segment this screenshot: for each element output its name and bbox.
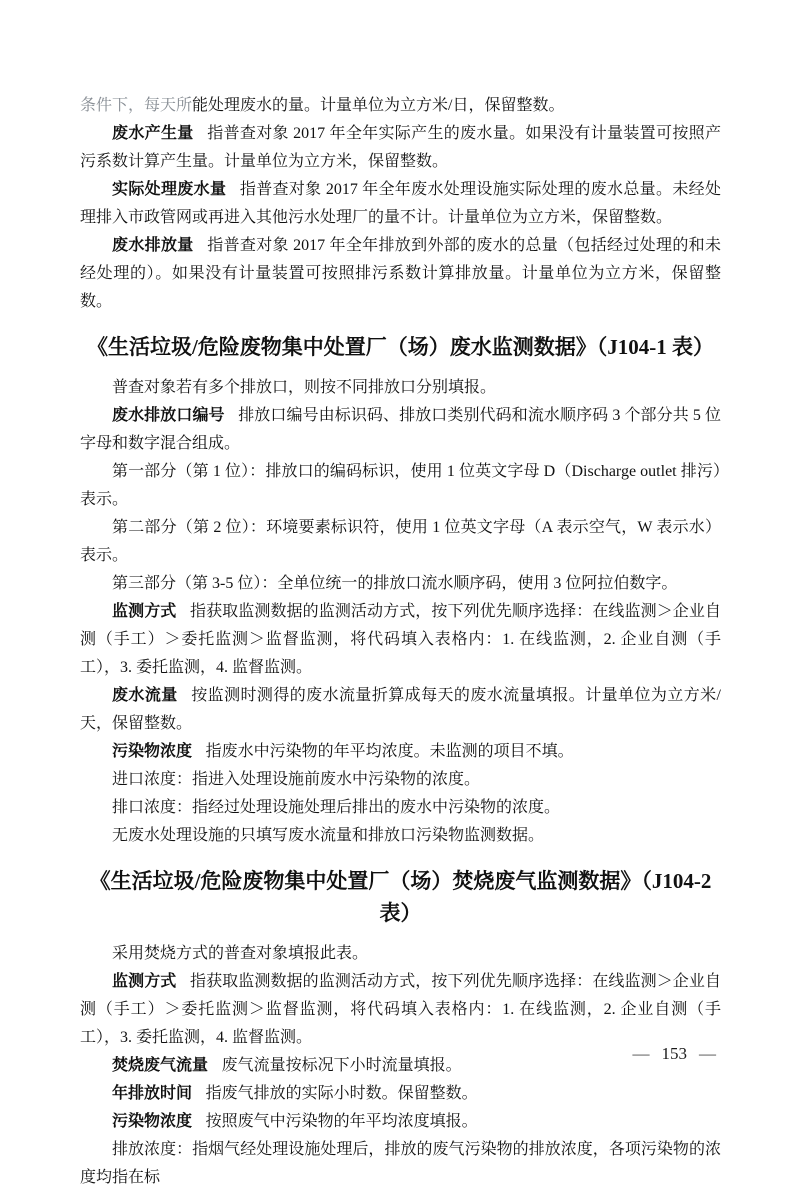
paragraph bbox=[80, 1108, 721, 1136]
term-label: 污染物浓度 bbox=[112, 1113, 193, 1130]
paragraph-text: 指获取监测数据的监测活动方式，按下列优先顺序选择：在线监测＞企业自测（手工）＞委托监测＞监督监测，将代码填入表格内：1. 在线监测，2. 企业自测（手工），3. 委托监测，4. 监督监测。 bbox=[80, 973, 721, 1046]
term-label: 废水产生量 bbox=[112, 125, 194, 142]
paragraph bbox=[80, 120, 721, 176]
paragraph-text: 第三部分（第 3-5 位）：全单位统一的排放口流水顺序码，使用 3 位阿拉伯数字。 bbox=[112, 575, 678, 592]
paragraph-text: 排口浓度：指经过处理设施处理后排出的废水中污染物的浓度。 bbox=[112, 799, 561, 816]
faded-text: 条件下，每天所 bbox=[80, 97, 193, 114]
paragraph-text: 指普查对象 2017 年全年排放到外部的废水的总量（包括经过处理的和未经处理的）。如果没有计量装置可按照排污系数计算排放量。计量单位为立方米，保留整数。 bbox=[80, 237, 721, 310]
paragraph-text: 能处理废水的量。计量单位为立方米/日，保留整数。 bbox=[192, 97, 565, 114]
section-heading bbox=[80, 865, 721, 929]
paragraph-text: 无废水处理设施的只填写废水流量和排放口污染物监测数据。 bbox=[112, 827, 545, 844]
term-label: 监测方式 bbox=[112, 973, 177, 990]
section-heading bbox=[80, 331, 721, 363]
paragraph bbox=[80, 374, 721, 402]
paragraph bbox=[80, 822, 721, 850]
paragraph bbox=[80, 402, 721, 458]
paragraph bbox=[80, 92, 721, 120]
paragraph bbox=[80, 794, 721, 822]
section-heading-text: 《生活垃圾/危险废物集中处置厂（场）废水监测数据》（J104-1 表） bbox=[86, 335, 715, 359]
footer-dash-left: — bbox=[632, 1044, 650, 1063]
paragraph-text: 按监测时测得的废水流量折算成每天的废水流量填报。计量单位为立方米/天，保留整数。 bbox=[80, 687, 721, 732]
paragraph bbox=[80, 968, 721, 1052]
term-label: 年排放时间 bbox=[112, 1085, 193, 1102]
paragraph bbox=[80, 766, 721, 794]
paragraph-text: 废气流量按标况下小时流量填报。 bbox=[221, 1057, 462, 1074]
paragraph-text: 第一部分（第 1 位）：排放口的编码标识，使用 1 位英文字母 D（Discharge outlet 排污）表示。 bbox=[80, 463, 721, 508]
page-footer bbox=[633, 1042, 717, 1066]
page-number: 153 bbox=[661, 1044, 687, 1063]
term-label: 废水流量 bbox=[112, 687, 178, 704]
paragraph bbox=[80, 232, 721, 316]
paragraph bbox=[80, 682, 721, 738]
term-label: 监测方式 bbox=[112, 603, 177, 620]
paragraph bbox=[80, 570, 721, 598]
paragraph-text: 采用焚烧方式的普查对象填报此表。 bbox=[112, 945, 369, 962]
paragraph-text: 指普查对象 2017 年全年实际产生的废水量。如果没有计量装置可按照产污系数计算产生量。计量单位为立方米，保留整数。 bbox=[80, 125, 721, 170]
paragraph-text: 排放浓度：指烟气经处理设施处理后，排放的废气污染物的排放浓度，各项污染物的浓度均指在标 bbox=[80, 1141, 721, 1186]
paragraph bbox=[80, 1052, 721, 1080]
paragraph-text: 指废气排放的实际小时数。保留整数。 bbox=[205, 1085, 478, 1102]
term-label: 废水排放口编号 bbox=[112, 407, 225, 424]
paragraph-text: 指普查对象 2017 年全年废水处理设施实际处理的废水总量。未经处理排入市政管网或再进入其他污水处理厂的量不计。计量单位为立方米，保留整数。 bbox=[80, 181, 721, 226]
footer-dash-right: — bbox=[699, 1044, 716, 1063]
paragraph-text: 排放口编号由标识码、排放口类别代码和流水顺序码 3 个部分共 5 位字母和数字混合组成。 bbox=[80, 407, 721, 452]
paragraph-text: 按照废气中污染物的年平均浓度填报。 bbox=[205, 1113, 478, 1130]
section-heading-text: 《生活垃圾/危险废物集中处置厂（场）焚烧废气监测数据》（J104-2 表） bbox=[89, 869, 712, 925]
term-label: 污染物浓度 bbox=[112, 743, 193, 760]
paragraph bbox=[80, 940, 721, 968]
paragraph-text: 进口浓度：指进入处理设施前废水中污染物的浓度。 bbox=[112, 771, 481, 788]
term-label: 实际处理废水量 bbox=[112, 181, 227, 198]
paragraph bbox=[80, 1136, 721, 1192]
document-body bbox=[80, 92, 721, 1192]
paragraph-text: 指废水中污染物的年平均浓度。未监测的项目不填。 bbox=[205, 743, 574, 760]
paragraph-text: 第二部分（第 2 位）：环境要素标识符，使用 1 位英文字母（A 表示空气，W 表示水）表示。 bbox=[80, 519, 721, 564]
paragraph bbox=[80, 514, 721, 570]
paragraph-text: 普查对象若有多个排放口，则按不同排放口分别填报。 bbox=[112, 379, 497, 396]
paragraph bbox=[80, 598, 721, 682]
term-label: 焚烧废气流量 bbox=[112, 1057, 209, 1074]
paragraph bbox=[80, 738, 721, 766]
paragraph bbox=[80, 458, 721, 514]
paragraph bbox=[80, 176, 721, 232]
paragraph-text: 指获取监测数据的监测活动方式，按下列优先顺序选择：在线监测＞企业自测（手工）＞委托监测＞监督监测，将代码填入表格内：1. 在线监测，2. 企业自测（手工），3. 委托监测，4. 监督监测。 bbox=[80, 603, 721, 676]
term-label: 废水排放量 bbox=[112, 237, 194, 254]
paragraph bbox=[80, 1080, 721, 1108]
